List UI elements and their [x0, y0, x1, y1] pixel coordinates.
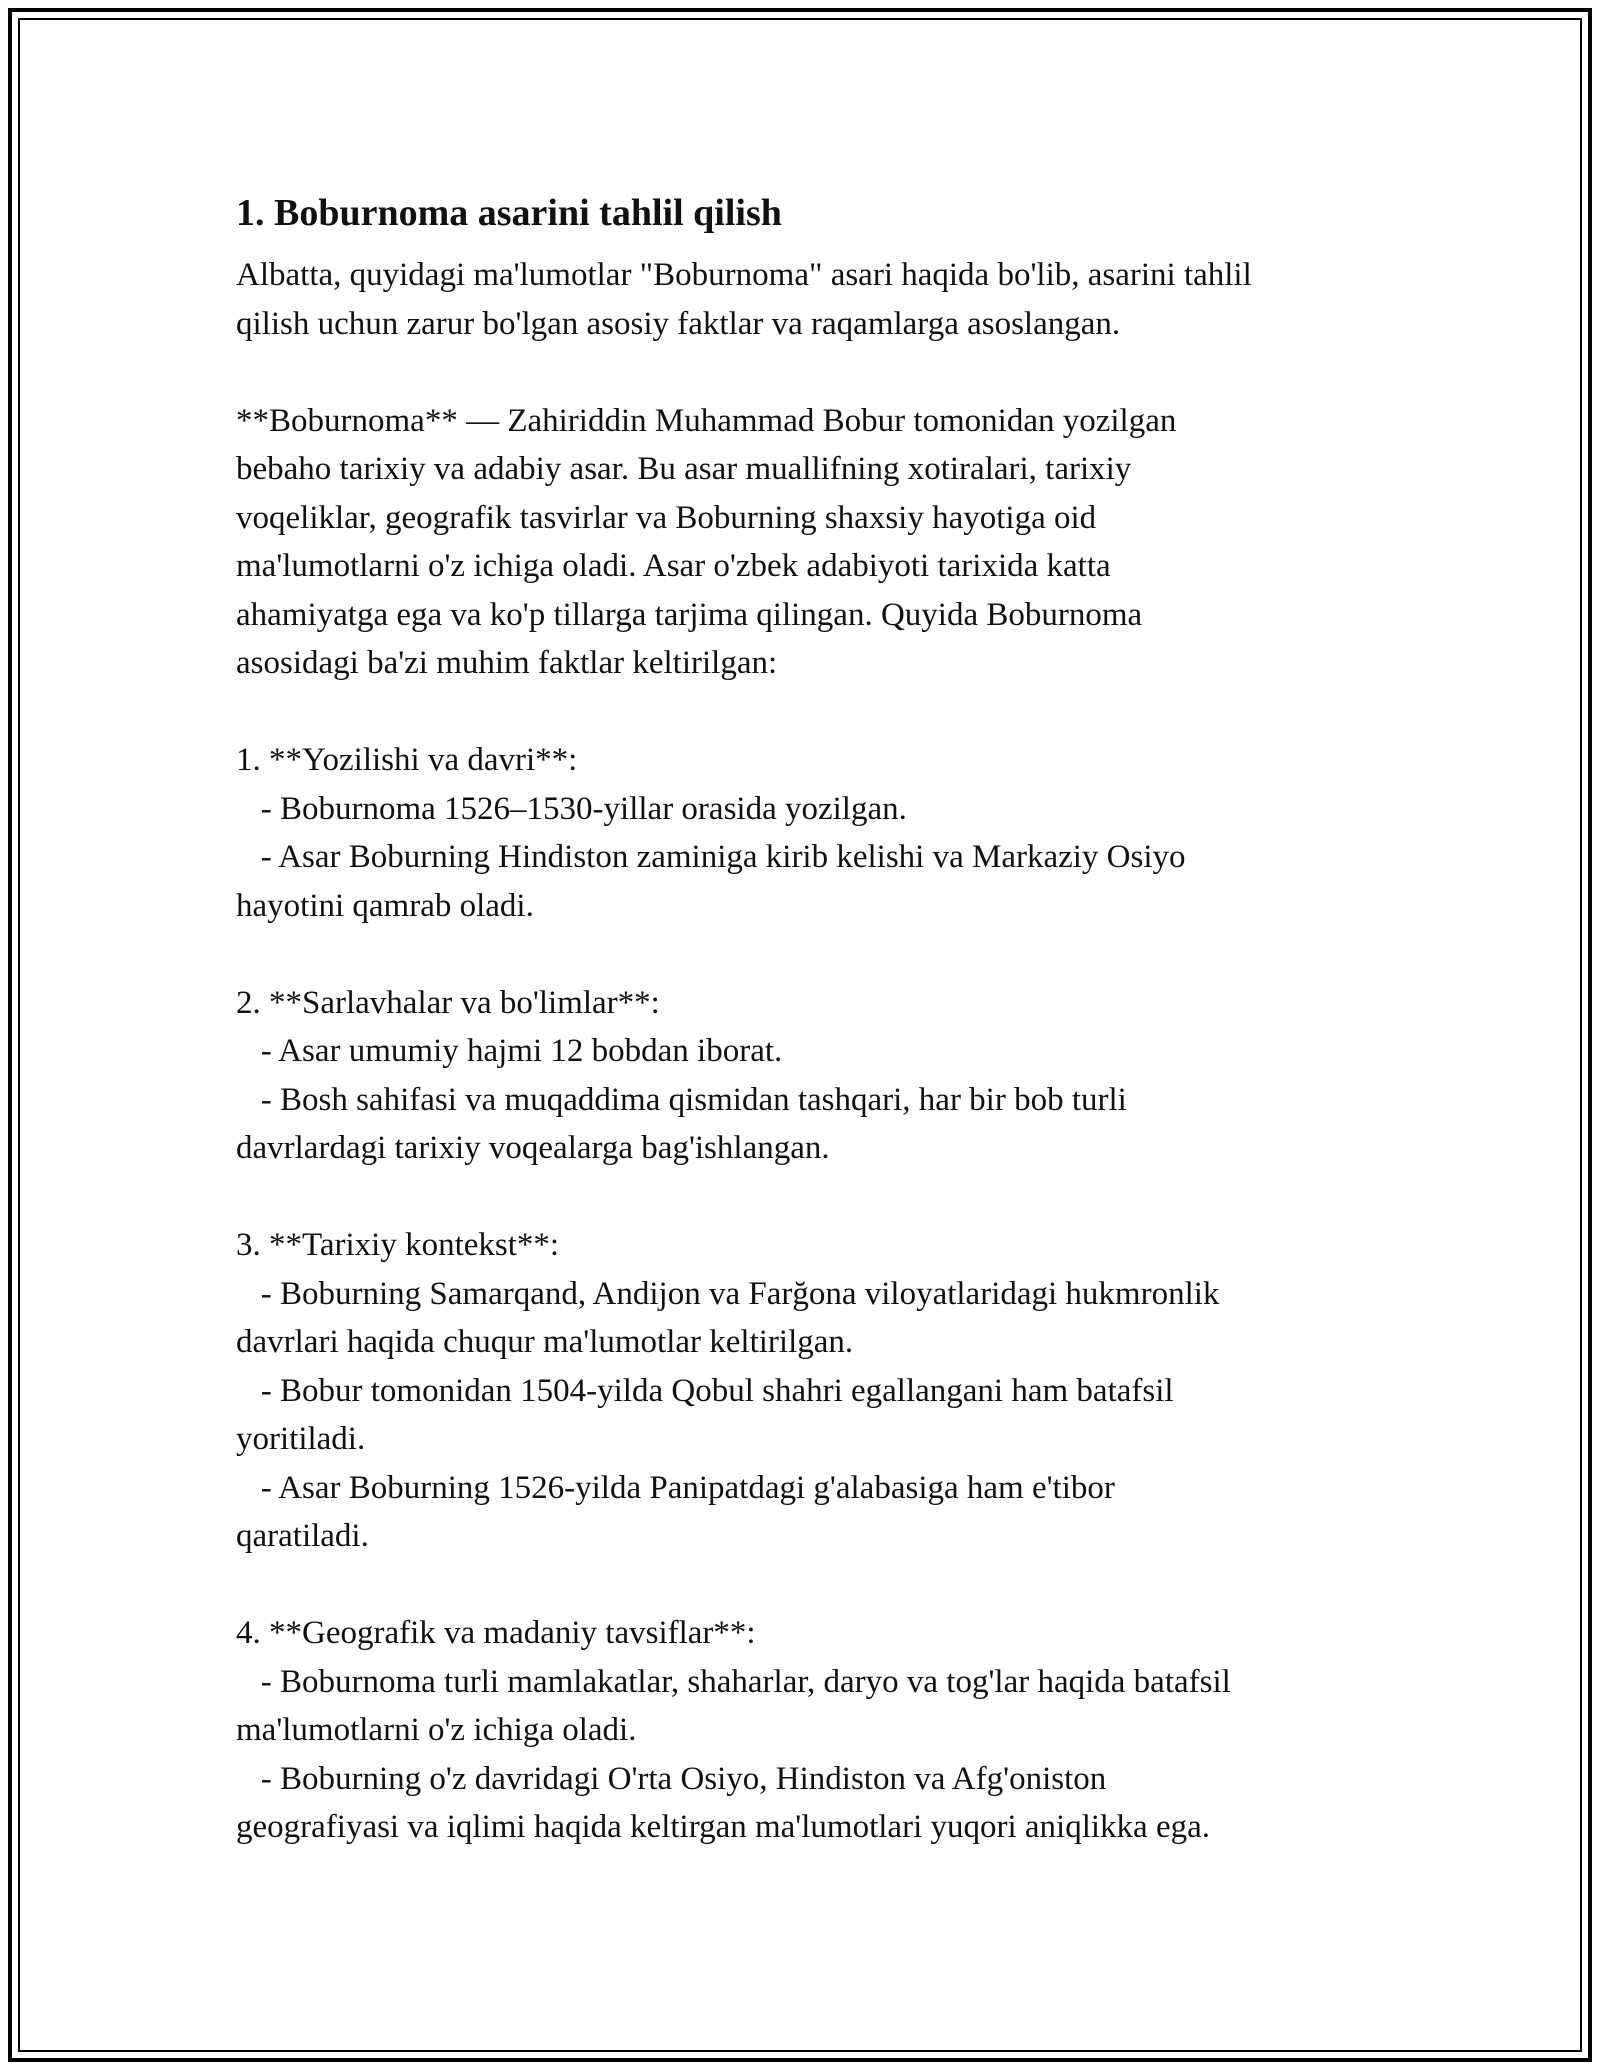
document-content: [236, 185, 1386, 1852]
document-body: Albatta, quyidagi ma'lumotlar "Boburnoma" asari haqida bo'lib, asarini tahlil qilish uchun zarur bo'lgan asosiy faktlar va raqamlarga asoslangan. **Boburnoma** — Zahiriddin Muhammad Bobur tomonidan yozilgan bebaho tarixiy va adabiy asar. Bu asar muallifning xotiralari, tarixiy voqeliklar, geografik tasvirlar va Boburning shaxsiy hayotiga oid ma'lumotlarni o'z ichiga oladi. Asar o'zbek adabiyoti tarixida katta ahamiyatga ega va ko'p tillarga tarjima qilingan. Quyida Boburnoma asosidagi ba'zi muhim faktlar keltirilgan: 1. **Yozilishi va davri**: - Boburnoma 1526–1530-yillar orasida yozilgan. - Asar Boburning Hindiston zaminiga kirib kelishi va Markaziy Osiyo hayotini qamrab oladi. 2. **Sarlavhalar va bo'limlar**: - Asar umumiy hajmi 12 bobdan iborat. - Bosh sahifasi va muqaddima qismidan tashqari, har bir bob turli davrlardagi tarixiy voqealarga bag'ishlangan. 3. **Tarixiy kontekst**: - Boburning Samarqand, Andijon va Farğona viloyatlaridagi hukmronlik davrlari haqida chuqur ma'lumotlar keltirilgan. - Bobur tomonidan 1504-yilda Qobul shahri egallangani ham batafsil yoritiladi. - Asar Boburning 1526-yilda Panipatdagi g'alabasiga ham e'tibor qaratiladi. 4. **Geografik va madaniy tavsiflar**: - Boburnoma turli mamlakatlar, shaharlar, daryo va tog'lar haqida batafsil ma'lumotlarni o'z ichiga oladi. - Boburning o'z davridagi O'rta Osiyo, Hindiston va Afg'oniston geografiyasi va iqlimi haqida keltirgan ma'lumotlari yuqori aniqlikka ega.: [236, 257, 1252, 1845]
document-title: 1. Boburnoma asarini tahlil qilish: [236, 192, 782, 234]
